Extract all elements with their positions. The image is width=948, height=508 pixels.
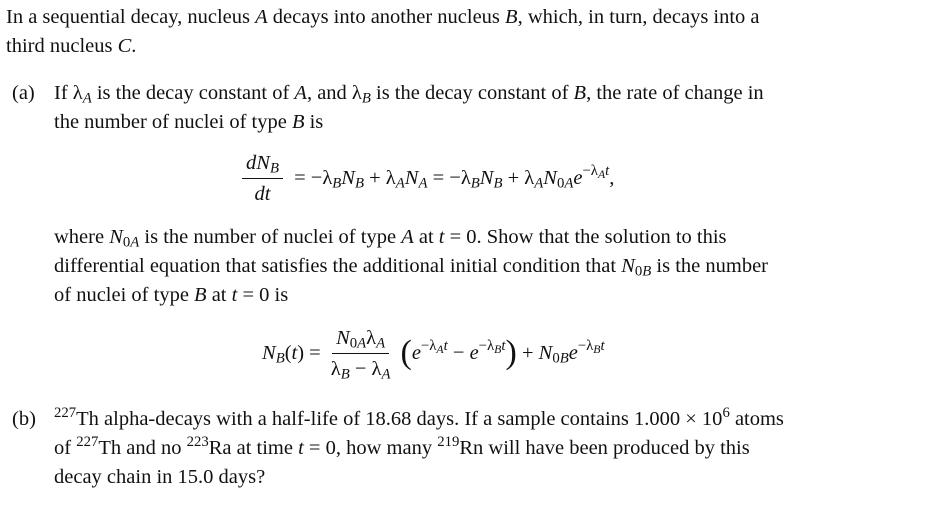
equation-solution: $N_B(t)$ = $\frac{N_{0A}\lambda_A}{\lambda_B - \lambda_A}$ ( $e^{-\lambda_At} - e^{-\lambda_Bt}$ ) + $N_{0B}e^{-\lambda_Bt}$ — [262, 326, 605, 383]
part-a-after-2: differential equation that satisfies the additional initial condition that $N_{0B}$ is the number — [54, 255, 769, 280]
fraction-dnb-dt: $\frac{dN_B}{dt}$ — [242, 151, 283, 206]
part-b-line-2: of $^{227}$Th and no $^{223}$Ra at time t = 0, how many $^{219}$Rn will have been produced by this — [54, 433, 750, 459]
part-b-label: (b) — [12, 408, 36, 430]
part-b-line-1: $^{227}$Th alpha-decays with a half-life of 18.68 days. If a sample contains $1.000 \times 10^6$ atoms — [54, 404, 784, 430]
part-b-line-3: decay chain in 15.0 days? — [54, 466, 266, 488]
part-a-label: (a) — [12, 82, 35, 104]
intro-line-1: In a sequential decay, nucleus A decays into another nucleus B, which, in turn, decays into a — [6, 6, 760, 28]
part-a-line-2: the number of nuclei of type B is — [54, 111, 324, 133]
part-a-line-1: If $\lambda_A$ is the decay constant of A, and $\lambda_B$ is the decay constant of B, the rate of change in — [54, 82, 764, 107]
fraction-coefficient: $\frac{N_{0A}\lambda_A}{\lambda_B - \lambda_A}$ — [330, 326, 391, 383]
part-a-after-3: of nuclei of type B at t = 0 is — [54, 284, 289, 306]
part-a-after-1: where $N_{0A}$ is the number of nuclei of type A at t = 0. Show that the solution to this — [54, 226, 727, 251]
equation-rate: $\frac{dN_B}{dt}$ = $-\lambda_BN_B + \lambda_AN_A = -\lambda_BN_B + \lambda_AN_{0A}e^{-\lambda_At}$, — [236, 148, 614, 208]
intro-line-2: third nucleus C. — [6, 35, 137, 57]
